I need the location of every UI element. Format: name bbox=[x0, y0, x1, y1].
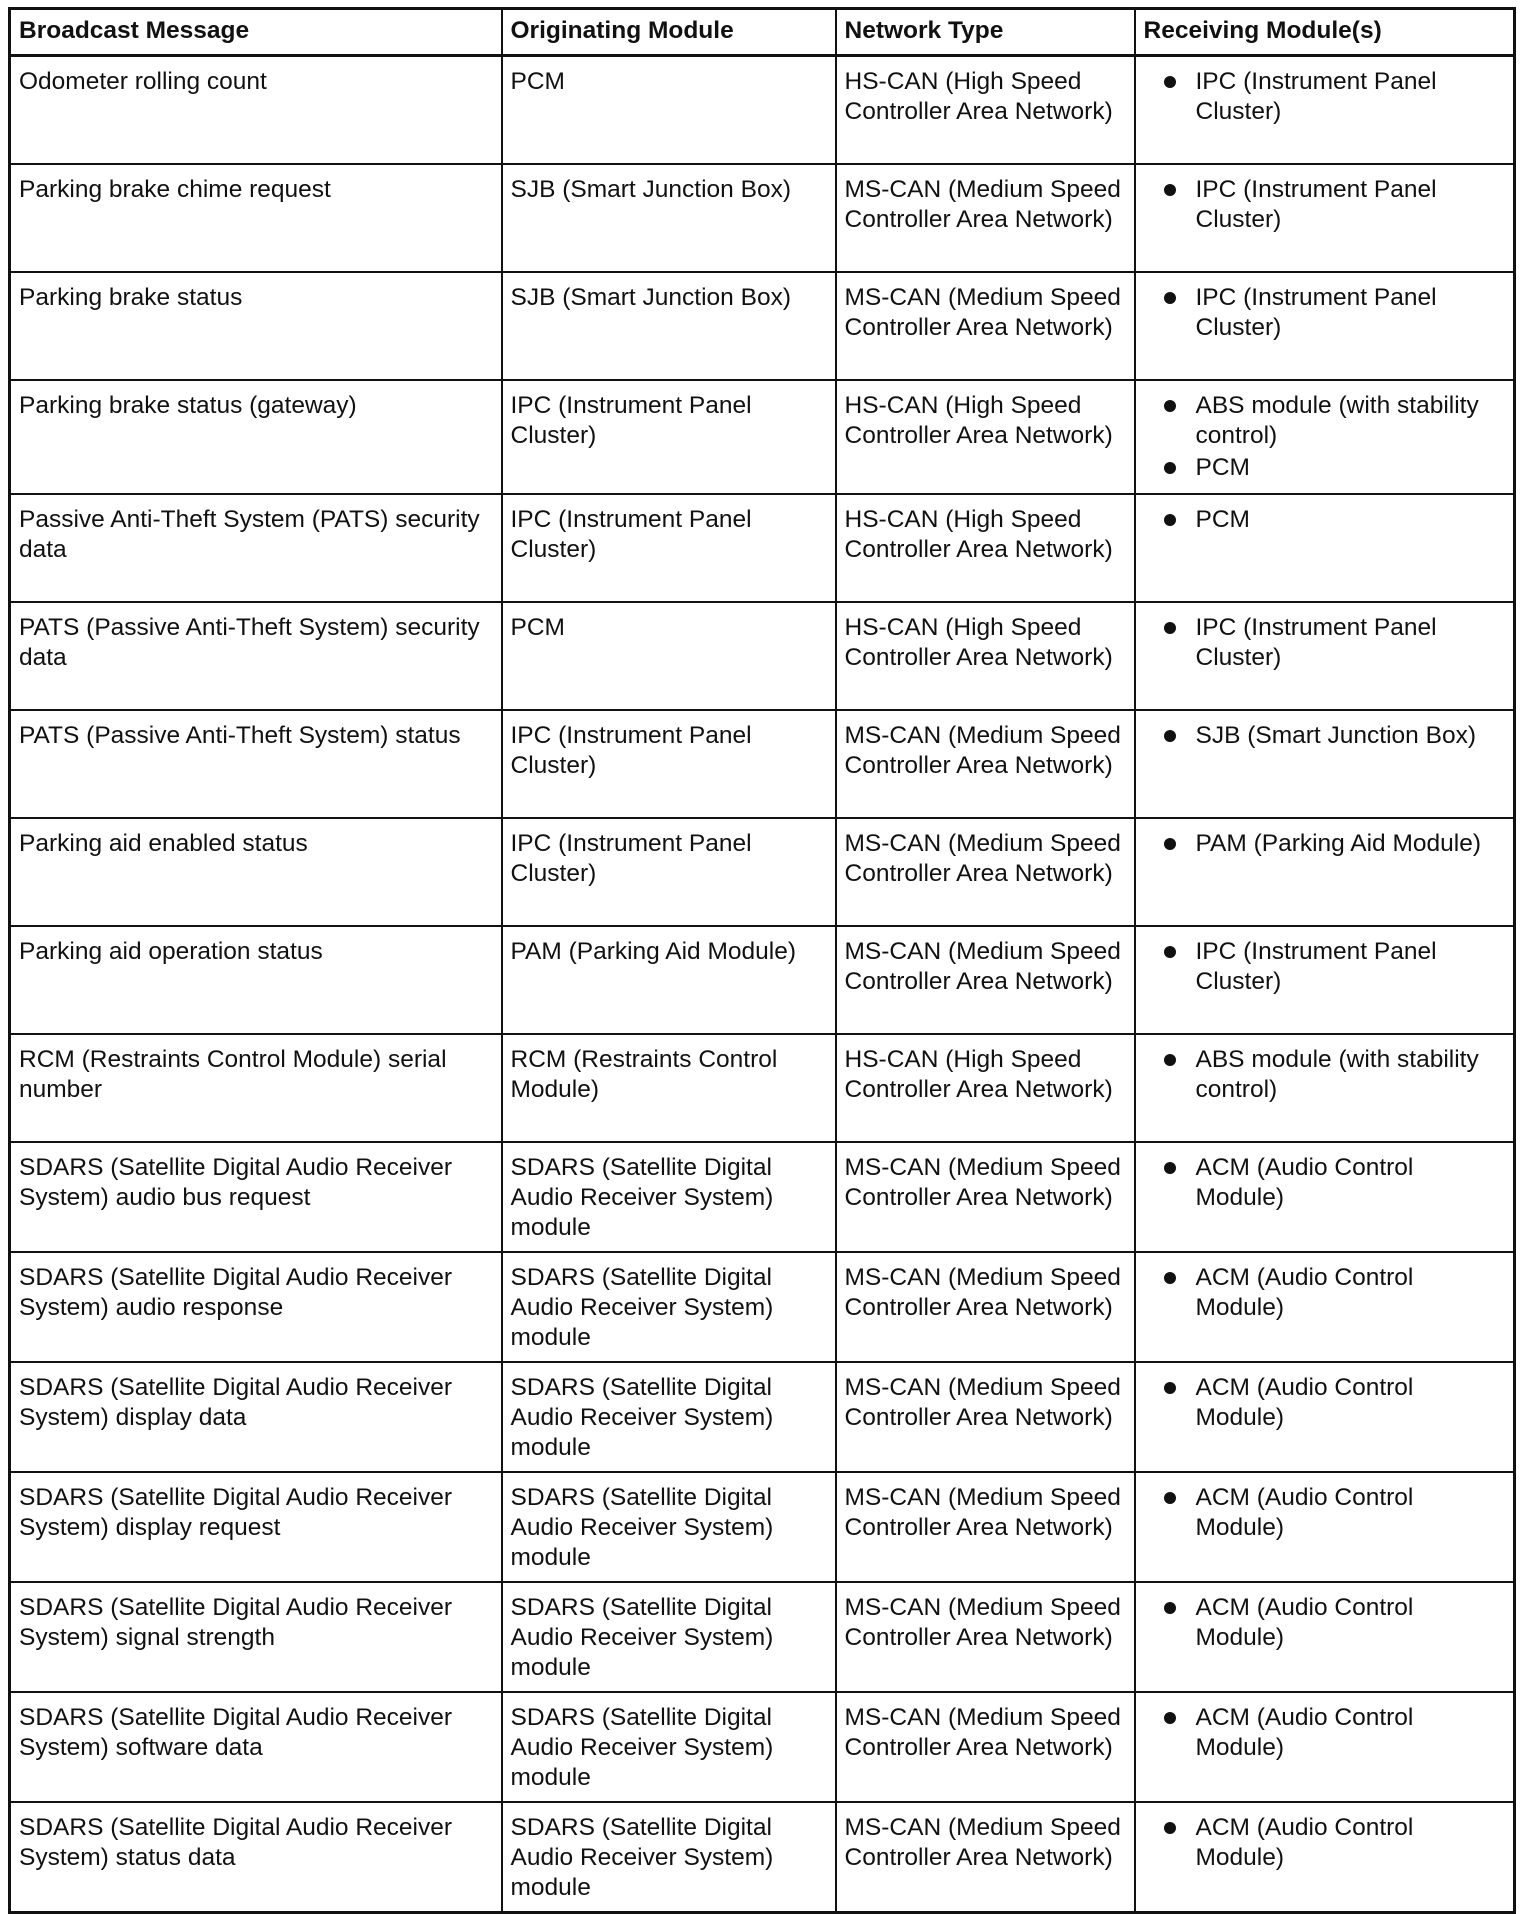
table-row bbox=[10, 380, 1515, 494]
header-receiving-modules: Receiving Module(s) bbox=[1135, 9, 1515, 56]
bullet-icon bbox=[1164, 1054, 1176, 1066]
list-item bbox=[1144, 613, 1506, 673]
receiving-modules-cell bbox=[1135, 1472, 1515, 1582]
receiving-modules-list bbox=[1144, 1373, 1506, 1433]
bullet-icon bbox=[1164, 622, 1176, 634]
bullet-icon bbox=[1164, 946, 1176, 958]
broadcast-message-cell: SDARS (Satellite Digital Audio Receiver System) audio bus request bbox=[10, 1142, 502, 1252]
receiving-modules-cell bbox=[1135, 1252, 1515, 1362]
network-type-cell: MS-CAN (Medium Speed Controller Area Network) bbox=[836, 1362, 1135, 1472]
broadcast-message-cell: Parking brake status bbox=[10, 272, 502, 380]
bullet-icon bbox=[1164, 184, 1176, 196]
header-broadcast-message: Broadcast Message bbox=[10, 9, 502, 56]
table-row bbox=[10, 164, 1515, 272]
receiving-modules-cell bbox=[1135, 164, 1515, 272]
list-item bbox=[1144, 1483, 1506, 1543]
list-item bbox=[1144, 453, 1506, 483]
list-item bbox=[1144, 1045, 1506, 1105]
receiving-modules-cell bbox=[1135, 818, 1515, 926]
table-body bbox=[10, 56, 1515, 1913]
network-type-cell: MS-CAN (Medium Speed Controller Area Network) bbox=[836, 1692, 1135, 1802]
receiving-module-label: IPC (Instrument Panel Cluster) bbox=[1195, 283, 1437, 341]
bullet-icon bbox=[1164, 1602, 1176, 1614]
receiving-module-label: ABS module (with stability control) bbox=[1195, 1045, 1479, 1103]
receiving-module-label: ACM (Audio Control Module) bbox=[1195, 1593, 1414, 1651]
network-type-cell: MS-CAN (Medium Speed Controller Area Network) bbox=[836, 1472, 1135, 1582]
table-row bbox=[10, 1142, 1515, 1252]
receiving-modules-cell bbox=[1135, 494, 1515, 602]
receiving-module-label: PCM bbox=[1195, 505, 1250, 533]
receiving-module-label: ACM (Audio Control Module) bbox=[1195, 1703, 1414, 1761]
broadcast-message-cell: Parking brake chime request bbox=[10, 164, 502, 272]
table-row bbox=[10, 1802, 1515, 1913]
network-type-cell: HS-CAN (High Speed Controller Area Network) bbox=[836, 602, 1135, 710]
originating-module-cell: IPC (Instrument Panel Cluster) bbox=[502, 818, 836, 926]
receiving-module-label: ACM (Audio Control Module) bbox=[1195, 1373, 1414, 1431]
bullet-icon bbox=[1164, 514, 1176, 526]
network-type-cell: MS-CAN (Medium Speed Controller Area Network) bbox=[836, 1802, 1135, 1913]
receiving-modules-list bbox=[1144, 67, 1506, 127]
receiving-module-label: ACM (Audio Control Module) bbox=[1195, 1263, 1414, 1321]
receiving-modules-list bbox=[1144, 1263, 1506, 1323]
network-type-cell: MS-CAN (Medium Speed Controller Area Network) bbox=[836, 1142, 1135, 1252]
broadcast-message-cell: SDARS (Satellite Digital Audio Receiver System) display request bbox=[10, 1472, 502, 1582]
receiving-modules-cell bbox=[1135, 1362, 1515, 1472]
network-type-cell: HS-CAN (High Speed Controller Area Network) bbox=[836, 56, 1135, 164]
header-originating-module: Originating Module bbox=[502, 9, 836, 56]
header-row bbox=[10, 9, 1515, 56]
receiving-module-label: PCM bbox=[1195, 453, 1250, 481]
bullet-icon bbox=[1164, 1492, 1176, 1504]
receiving-module-label: IPC (Instrument Panel Cluster) bbox=[1195, 613, 1437, 671]
network-type-cell: HS-CAN (High Speed Controller Area Network) bbox=[836, 380, 1135, 494]
originating-module-cell: SDARS (Satellite Digital Audio Receiver System) module bbox=[502, 1142, 836, 1252]
list-item bbox=[1144, 175, 1506, 235]
list-item bbox=[1144, 1593, 1506, 1653]
broadcast-message-cell: PATS (Passive Anti-Theft System) security data bbox=[10, 602, 502, 710]
table-row bbox=[10, 494, 1515, 602]
bullet-icon bbox=[1164, 1712, 1176, 1724]
receiving-module-label: IPC (Instrument Panel Cluster) bbox=[1195, 175, 1437, 233]
table-row bbox=[10, 1692, 1515, 1802]
table-row bbox=[10, 818, 1515, 926]
bullet-icon bbox=[1164, 1822, 1176, 1834]
list-item bbox=[1144, 67, 1506, 127]
bullet-icon bbox=[1164, 730, 1176, 742]
broadcast-message-cell: PATS (Passive Anti-Theft System) status bbox=[10, 710, 502, 818]
broadcast-message-cell: SDARS (Satellite Digital Audio Receiver System) signal strength bbox=[10, 1582, 502, 1692]
receiving-modules-list bbox=[1144, 391, 1506, 483]
list-item bbox=[1144, 505, 1506, 535]
bullet-icon bbox=[1164, 76, 1176, 88]
receiving-modules-cell bbox=[1135, 56, 1515, 164]
list-item bbox=[1144, 1373, 1506, 1433]
receiving-modules-cell bbox=[1135, 602, 1515, 710]
broadcast-message-cell: SDARS (Satellite Digital Audio Receiver System) display data bbox=[10, 1362, 502, 1472]
originating-module-cell: SDARS (Satellite Digital Audio Receiver System) module bbox=[502, 1582, 836, 1692]
receiving-modules-list bbox=[1144, 937, 1506, 997]
originating-module-cell: SJB (Smart Junction Box) bbox=[502, 272, 836, 380]
receiving-module-label: ACM (Audio Control Module) bbox=[1195, 1483, 1414, 1541]
list-item bbox=[1144, 937, 1506, 997]
list-item bbox=[1144, 721, 1506, 751]
receiving-modules-list bbox=[1144, 505, 1506, 535]
broadcast-message-cell: Passive Anti-Theft System (PATS) security data bbox=[10, 494, 502, 602]
receiving-modules-cell bbox=[1135, 1802, 1515, 1913]
broadcast-message-cell: Odometer rolling count bbox=[10, 56, 502, 164]
network-type-cell: HS-CAN (High Speed Controller Area Network) bbox=[836, 494, 1135, 602]
receiving-modules-list bbox=[1144, 1813, 1506, 1873]
receiving-module-label: PAM (Parking Aid Module) bbox=[1195, 829, 1481, 857]
receiving-module-label: ACM (Audio Control Module) bbox=[1195, 1813, 1414, 1871]
receiving-modules-cell bbox=[1135, 1034, 1515, 1142]
table-row bbox=[10, 1472, 1515, 1582]
header-network-type: Network Type bbox=[836, 9, 1135, 56]
network-type-cell: MS-CAN (Medium Speed Controller Area Network) bbox=[836, 818, 1135, 926]
receiving-modules-cell bbox=[1135, 926, 1515, 1034]
broadcast-message-cell: SDARS (Satellite Digital Audio Receiver System) software data bbox=[10, 1692, 502, 1802]
table-row bbox=[10, 272, 1515, 380]
bullet-icon bbox=[1164, 400, 1176, 412]
receiving-modules-list bbox=[1144, 721, 1506, 751]
list-item bbox=[1144, 1153, 1506, 1213]
receiving-modules-list bbox=[1144, 1045, 1506, 1105]
network-type-cell: MS-CAN (Medium Speed Controller Area Network) bbox=[836, 710, 1135, 818]
broadcast-message-table bbox=[8, 7, 1516, 1914]
document-sheet bbox=[8, 7, 1513, 1914]
originating-module-cell: IPC (Instrument Panel Cluster) bbox=[502, 494, 836, 602]
list-item bbox=[1144, 1813, 1506, 1873]
receiving-modules-list bbox=[1144, 829, 1506, 859]
receiving-modules-list bbox=[1144, 1593, 1506, 1653]
originating-module-cell: RCM (Restraints Control Module) bbox=[502, 1034, 836, 1142]
network-type-cell: MS-CAN (Medium Speed Controller Area Network) bbox=[836, 272, 1135, 380]
receiving-module-label: ABS module (with stability control) bbox=[1195, 391, 1479, 449]
bullet-icon bbox=[1164, 838, 1176, 850]
table-row bbox=[10, 1252, 1515, 1362]
table-row bbox=[10, 710, 1515, 818]
broadcast-message-cell: SDARS (Satellite Digital Audio Receiver System) status data bbox=[10, 1802, 502, 1913]
receiving-modules-cell bbox=[1135, 1582, 1515, 1692]
network-type-cell: MS-CAN (Medium Speed Controller Area Network) bbox=[836, 926, 1135, 1034]
bullet-icon bbox=[1164, 1162, 1176, 1174]
receiving-modules-list bbox=[1144, 1483, 1506, 1543]
originating-module-cell: SDARS (Satellite Digital Audio Receiver System) module bbox=[502, 1692, 836, 1802]
table-row bbox=[10, 56, 1515, 164]
bullet-icon bbox=[1164, 1272, 1176, 1284]
receiving-modules-cell bbox=[1135, 380, 1515, 494]
receiving-modules-cell bbox=[1135, 1692, 1515, 1802]
originating-module-cell: PCM bbox=[502, 602, 836, 710]
broadcast-message-cell: RCM (Restraints Control Module) serial number bbox=[10, 1034, 502, 1142]
receiving-module-label: ACM (Audio Control Module) bbox=[1195, 1153, 1414, 1211]
list-item bbox=[1144, 1703, 1506, 1763]
receiving-modules-list bbox=[1144, 283, 1506, 343]
network-type-cell: MS-CAN (Medium Speed Controller Area Network) bbox=[836, 164, 1135, 272]
network-type-cell: MS-CAN (Medium Speed Controller Area Network) bbox=[836, 1582, 1135, 1692]
table-row bbox=[10, 1034, 1515, 1142]
broadcast-message-cell: Parking aid enabled status bbox=[10, 818, 502, 926]
receiving-modules-list bbox=[1144, 1703, 1506, 1763]
bullet-icon bbox=[1164, 462, 1176, 474]
table-row bbox=[10, 602, 1515, 710]
table-header bbox=[10, 9, 1515, 56]
originating-module-cell: SDARS (Satellite Digital Audio Receiver System) module bbox=[502, 1472, 836, 1582]
receiving-modules-list bbox=[1144, 613, 1506, 673]
list-item bbox=[1144, 1263, 1506, 1323]
originating-module-cell: SDARS (Satellite Digital Audio Receiver System) module bbox=[502, 1252, 836, 1362]
originating-module-cell: SJB (Smart Junction Box) bbox=[502, 164, 836, 272]
broadcast-message-cell: SDARS (Satellite Digital Audio Receiver System) audio response bbox=[10, 1252, 502, 1362]
table-row bbox=[10, 1582, 1515, 1692]
receiving-modules-cell bbox=[1135, 272, 1515, 380]
network-type-cell: HS-CAN (High Speed Controller Area Network) bbox=[836, 1034, 1135, 1142]
network-type-cell: MS-CAN (Medium Speed Controller Area Network) bbox=[836, 1252, 1135, 1362]
receiving-module-label: IPC (Instrument Panel Cluster) bbox=[1195, 937, 1437, 995]
list-item bbox=[1144, 391, 1506, 451]
originating-module-cell: IPC (Instrument Panel Cluster) bbox=[502, 710, 836, 818]
broadcast-message-cell: Parking brake status (gateway) bbox=[10, 380, 502, 494]
broadcast-message-cell: Parking aid operation status bbox=[10, 926, 502, 1034]
receiving-module-label: SJB (Smart Junction Box) bbox=[1195, 721, 1476, 749]
originating-module-cell: SDARS (Satellite Digital Audio Receiver System) module bbox=[502, 1802, 836, 1913]
receiving-modules-cell bbox=[1135, 710, 1515, 818]
originating-module-cell: PAM (Parking Aid Module) bbox=[502, 926, 836, 1034]
receiving-modules-cell bbox=[1135, 1142, 1515, 1252]
receiving-module-label: IPC (Instrument Panel Cluster) bbox=[1195, 68, 1437, 125]
originating-module-cell: IPC (Instrument Panel Cluster) bbox=[502, 380, 836, 494]
receiving-modules-list bbox=[1144, 1153, 1506, 1213]
table-row bbox=[10, 1362, 1515, 1472]
originating-module-cell: PCM bbox=[502, 56, 836, 164]
bullet-icon bbox=[1164, 1382, 1176, 1394]
list-item bbox=[1144, 829, 1506, 859]
originating-module-cell: SDARS (Satellite Digital Audio Receiver System) module bbox=[502, 1362, 836, 1472]
table-row bbox=[10, 926, 1515, 1034]
list-item bbox=[1144, 283, 1506, 343]
receiving-modules-list bbox=[1144, 175, 1506, 235]
bullet-icon bbox=[1164, 292, 1176, 304]
